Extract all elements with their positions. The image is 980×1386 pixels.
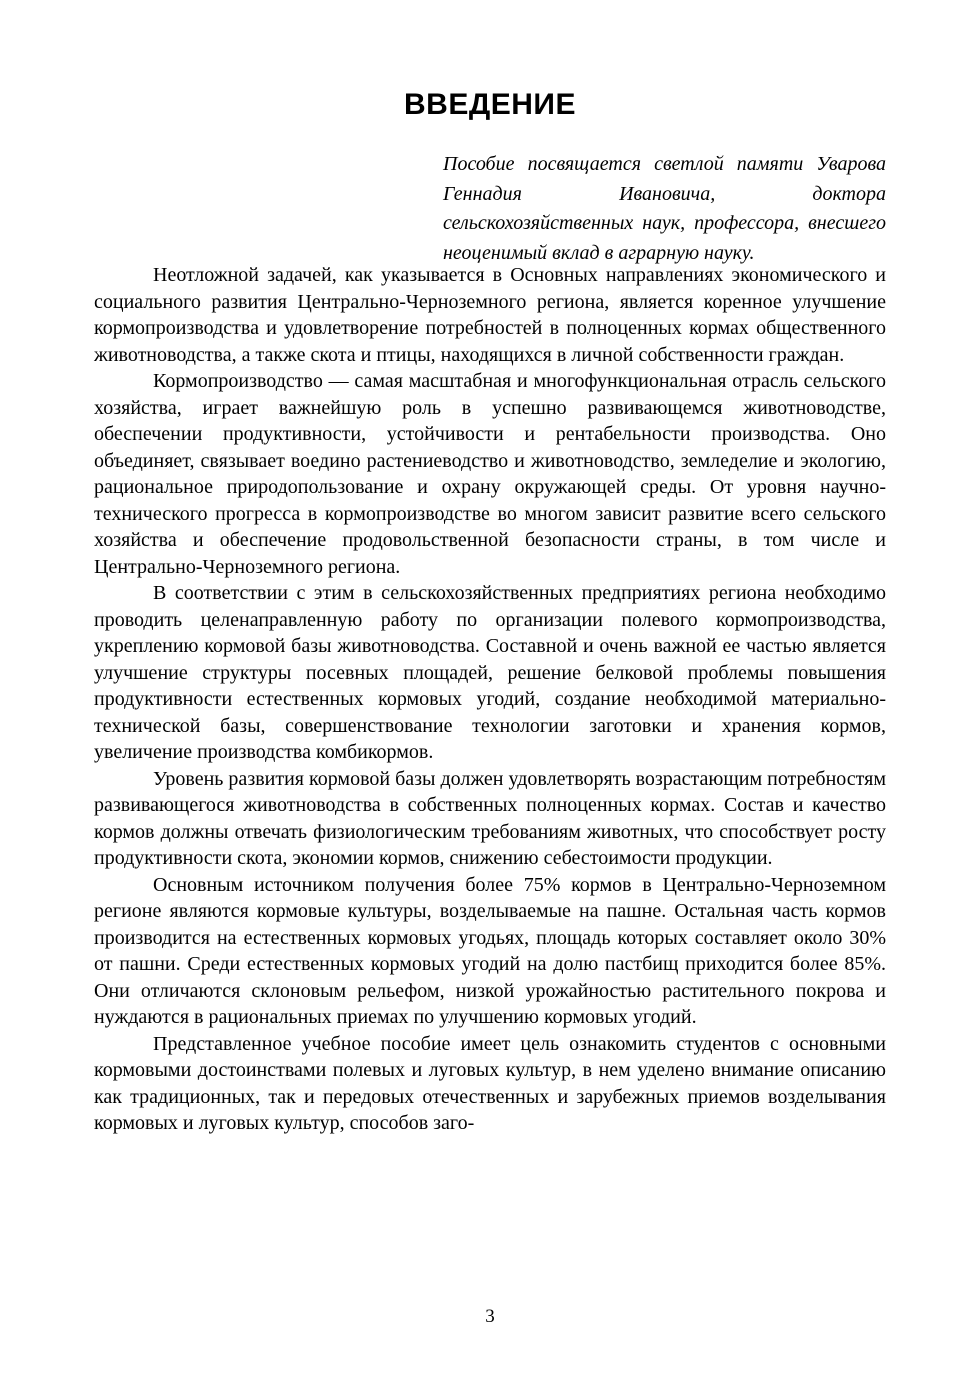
body-text [94, 262, 886, 1137]
dedication-epigraph: Пособие посвящается светлой памяти Уварова Геннадия Ивановича, доктора сельскохозяйственных наук, профессора, внесшего неоценимый вклад в аграрную науку. [443, 153, 886, 264]
section-heading: ВВЕДЕНИЕ [404, 88, 576, 121]
paragraph: В соответствии с этим в сельскохозяйственных предприятиях региона необходимо проводить целенаправленную работу по организации полевого кормопроизводства, укреплению кормовой базы животноводства. Составной и очень важной ее частью является улучшение структуры посевных площадей, решение белковой проблемы повышения продуктивности естественных кормовых угодий, создание необходимой материально-технической базы, совершенствование технологии заготовки и хранения кормов, увеличение производства комбикормов. [94, 582, 886, 763]
paragraph: Уровень развития кормовой базы должен удовлетворять возрастающим потребностям развивающегося животноводства в собственных полноценных кормах. Состав и качество кормов должны отвечать физиологическим требованиям животных, что способствует росту продуктивности скота, экономии кормов, снижению себестоимости продукции. [94, 767, 886, 869]
paragraph: Неотложной задачей, как указывается в Основных направлениях экономического и социального развития Центрально-Черноземного региона, является коренное улучшение кормопроизводства и удовлетворение потребностей в полноценных кормах общественного животноводства, а также скота и птицы, находящихся в личной собственности граждан. [94, 264, 886, 366]
paragraph: Представленное учебное пособие имеет цель ознакомить студентов с основными кормовыми достоинствами полевых и луговых культур, в нем уделено внимание описанию как традиционных, так и передовых отечественных и зарубежных приемов возделывания кормовых и луговых культур, способов заго- [94, 1032, 886, 1134]
page-number: 3 [485, 1306, 495, 1327]
document-page [94, 0, 886, 1386]
paragraph: Кормопроизводство — самая масштабная и многофункциональная отрасль сельского хозяйства, играет важнейшую роль в успешно развивающемся животноводстве, обеспечении продуктивности, устойчивости и рентабельности производства. Оно объединяет, связывает воедино растениеводство и животноводство, земледелие и экологию, рациональное природопользование и охрану окружающей среды. От уровня научно-технического прогресса в кормопроизводстве во многом зависит развитие всего сельского хозяйства и обеспечение продовольственной безопасности страны, в том числе и Центрально-Черноземного региона. [94, 370, 886, 578]
paragraph: Основным источником получения более 75% кормов в Центрально-Черноземном регионе являются кормовые культуры, возделываемые на пашне. Остальная часть кормов производится на естественных кормовых угодьях, площадь которых составляет около 30% от пашни. Среди естественных кормовых угодий на долю пастбищ приходится более 85%. Они отличаются склоновым рельефом, низкой урожайностью растительного покрова и нуждаются в рациональных приемах по улучшению кормовых угодий. [94, 873, 886, 1028]
